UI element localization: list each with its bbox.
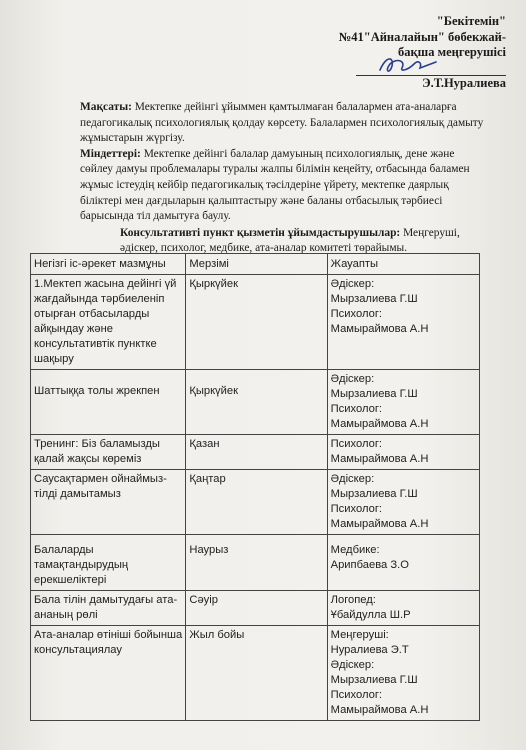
activity-cell: Шаттыққа толы жрекпен (31, 370, 186, 435)
director-name: Э.Т.Нуралиева (422, 76, 506, 90)
organizers-list: Меңгеруші, әдіскер, психолог, медбике, ата-аналар комитеті төрайымы. (120, 227, 460, 254)
table-row (31, 470, 480, 535)
activity-cell: 1.Мектеп жасына дейінгі үй жағдайында тәрбиеленіп отырған отбасыларды айқындау және консультативтік пунктке шақыру (31, 275, 186, 370)
header-responsible: Жауапты (327, 254, 479, 275)
responsible-cell: Әдіскер: Мырзалиева Г.Ш Психолог: Мамыраймова А.Н (327, 470, 479, 535)
table-row (31, 591, 480, 626)
table-row (31, 370, 480, 435)
table-row (31, 275, 480, 370)
organizers-label: Консультативті пункт қызметін ұйымдастырушылар: (120, 227, 401, 239)
intro-text (80, 100, 485, 225)
responsible-cell: Психолог: Мамыраймова А.Н (327, 435, 479, 470)
tasks-label: Міндеттері: (80, 147, 141, 160)
plan-table (30, 253, 480, 721)
organizers-text (120, 226, 480, 255)
responsible-cell: Медбике: Арипбаева З.О (327, 535, 479, 591)
term-cell: Наурыз (186, 535, 327, 591)
activity-cell: Саусақтармен ойнаймыз-тілді дамытамыз (31, 470, 186, 535)
table-header-row (31, 254, 480, 275)
signature-line (356, 62, 506, 76)
signature-icon (376, 52, 446, 78)
term-cell: Қаңтар (186, 470, 327, 535)
activity-cell: Балаларды тамақтандырудың ерекшеліктері (31, 535, 186, 591)
term-cell: Сәуір (186, 591, 327, 626)
approve-title: "Бекітемін" (436, 14, 506, 28)
activity-cell: Бала тілін дамытудағы ата-ананың рөлі (31, 591, 186, 626)
goal-text: Мектепке дейінгі ұйыммен қамтылмаған балалармен ата-аналарға педагогикалық психологиялық қолдау көрсету. Балалармен психологиялық дамыту жұмыстарын жүргізу. (80, 101, 484, 145)
table-row (31, 626, 480, 721)
activity-cell: Тренинг: Біз баламызды қалай жақсы көреміз (31, 435, 186, 470)
term-cell: Қыркүйек (186, 275, 327, 370)
activity-cell: Ата-аналар өтініші бойынша консультациялау (31, 626, 186, 721)
term-cell: Жыл бойы (186, 626, 327, 721)
tasks-text: Мектепке дейінгі балалар дамуының психологиялық, дене және сөйлеу дамуы проблемалары туралы жалпы білімін кеңейту, отбасында баламен жұмыс істеудің кейбір педагогикалық тәсілдеріне үйрету, мектепке даярлық біліктері мен дағдыларын қалыптастыру және баланы отбасылық тәрбиесі барысында тіл дамытуға баулу. (80, 147, 470, 223)
kindergarten-name: №41"Айналайын" бөбекжай- (338, 29, 506, 44)
approval-block (276, 14, 506, 92)
director-role: бақша меңгерушісі (397, 45, 506, 59)
responsible-cell: Логопед: Ұбайдулла Ш.Р (327, 591, 479, 626)
header-activity: Негізгі іс-әрекет мазмұны (31, 254, 186, 275)
table-row (31, 535, 480, 591)
header-term: Мерзімі (186, 254, 327, 275)
responsible-cell: Әдіскер: Мырзалиева Г.Ш Психолог: Мамыраймова А.Н (327, 275, 479, 370)
term-cell: Қыркүйек (186, 370, 327, 435)
responsible-cell: Меңгеруші: Нуралиева Э.Т Әдіскер: Мырзалиева Г.Ш Психолог: Мамыраймова А.Н (327, 626, 479, 721)
table-row (31, 435, 480, 470)
term-cell: Қазан (186, 435, 327, 470)
director-signature-line (276, 61, 506, 92)
goal-label: Мақсаты: (80, 101, 132, 113)
responsible-cell: Әдіскер: Мырзалиева Г.Ш Психолог: Мамыраймова А.Н (327, 370, 479, 435)
